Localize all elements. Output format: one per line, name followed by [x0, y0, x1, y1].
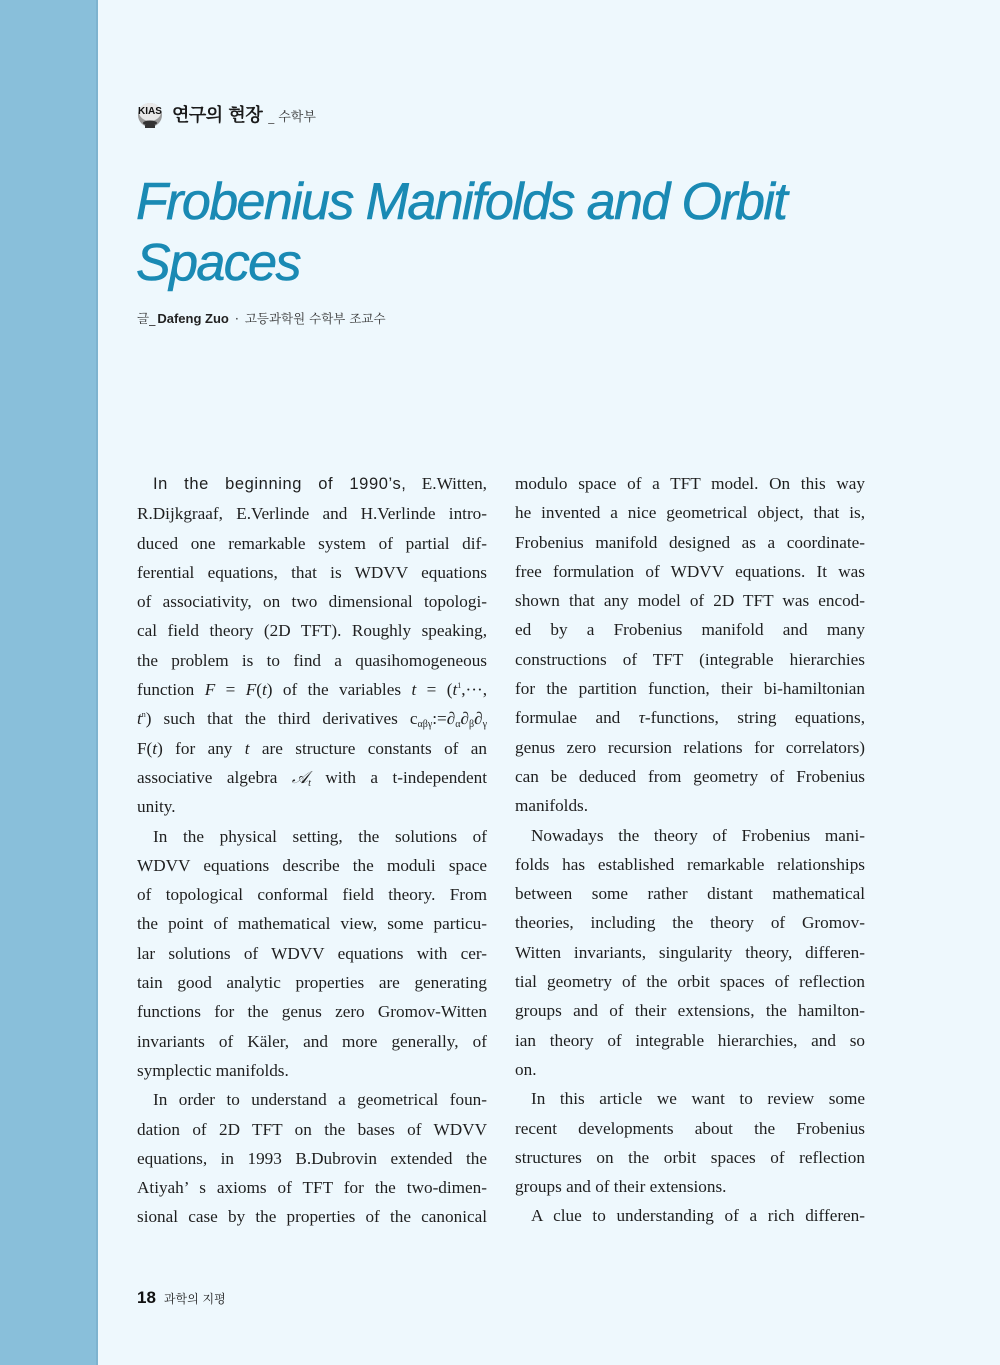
text-line: of topological conformal field theory. From [137, 885, 487, 905]
text-line: cal field theory (2D TFT). Roughly speaking, [137, 621, 487, 641]
text-line: dation of 2D TFT on the bases of WDVV [137, 1119, 487, 1139]
text-line: folds has established remarkable relationships [515, 854, 865, 874]
section-separator: _ [268, 110, 275, 124]
left-color-band [0, 0, 98, 1365]
paragraph-nowadays [515, 821, 865, 1085]
text-line: duced one remarkable system of partial dif- [137, 533, 487, 553]
section-title: 연구의 현장 [172, 105, 263, 126]
text-line: Nowadays the theory of Frobenius mani- [531, 825, 865, 845]
text-line: theories, including the theory of Gromov- [515, 913, 865, 933]
text-line: recent developments about the Frobenius [515, 1118, 865, 1138]
byline-prefix: 글_ [137, 311, 156, 326]
text-line: he invented a nice geometrical object, that is, [515, 503, 865, 523]
text-line: lar solutions of WDVV equations with cer- [137, 943, 487, 963]
text-line: In this article we want to review some [531, 1089, 865, 1109]
text-line: Frobenius manifold designed as a coordinate- [515, 532, 865, 552]
text-line: tain good analytic properties are generating [137, 973, 487, 993]
text-line: constructions of TFT (integrable hierarchies [515, 649, 865, 669]
text-line: the point of mathematical view, some particu- [137, 914, 487, 934]
title-line-2: Spaces [136, 234, 300, 292]
magazine-name: 과학의 지평 [163, 1292, 226, 1306]
paragraph-geometric-foundation [137, 1085, 487, 1231]
svg-text:KIAS: KIAS [138, 106, 162, 117]
text-line: In order to understand a geometrical foun- [153, 1090, 487, 1110]
text-column-left [137, 469, 487, 1232]
text-line-math: $t^n$) such that the third derivatives $c_{\alpha\beta\gamma}:=\partial_\alpha\partial_\beta\partial_\gamma$ [137, 709, 487, 731]
text-line: Atiyah’ s axioms of TFT for the two-dimen- [137, 1178, 487, 1198]
text-line: between some rather distant mathematical [515, 884, 865, 904]
text-line: groups and of their extensions. [515, 1177, 727, 1197]
author-name: Dafeng Zuo [157, 310, 229, 326]
text-line: modulo space of a TFT model. On this way [515, 474, 865, 493]
text-line: Witten invariants, singularity theory, differen- [515, 942, 865, 962]
page-footer [137, 1288, 226, 1308]
paragraph-physical-setting [137, 822, 487, 1086]
text-line: symplectic manifolds. [137, 1060, 289, 1080]
text-line: can be deduced from geometry of Frobenius [515, 766, 865, 786]
paragraph-continued [515, 469, 865, 821]
text-line: the problem is to find a quasihomogeneous [137, 650, 487, 670]
text-line: In the physical setting, the solutions of [153, 826, 487, 846]
section-header [136, 98, 316, 130]
text-line: structures on the orbit spaces of reflection [515, 1147, 865, 1167]
text-line: of associativity, on two dimensional topologi- [137, 592, 487, 612]
text-line: genus zero recursion relations for correlators) [515, 737, 865, 757]
article-title [136, 172, 876, 294]
text-line: manifolds. [515, 796, 589, 816]
text-line: In the beginning of 1990’s, E.Witten, [153, 474, 487, 493]
author-affiliation: 고등과학원 수학부 조교수 [244, 311, 386, 326]
text-line: equations, in 1993 B.Dubrovin extended the [137, 1148, 487, 1168]
text-line: groups and of their extensions, the hamilton- [515, 1001, 865, 1021]
text-column-right [515, 469, 865, 1231]
text-line: ferential equations, that is WDVV equations [137, 562, 487, 582]
byline [137, 309, 386, 327]
paragraph-clue [515, 1201, 865, 1230]
kias-logo-icon [136, 99, 164, 129]
text-line: ian theory of integrable hierarchies, and so [515, 1030, 865, 1050]
title-line-1: Frobenius Manifolds and Orbit [136, 173, 787, 231]
lead-in-text: In the beginning of 1990’s, [153, 475, 407, 493]
text-line: R.Dijkgraaf, E.Verlinde and H.Verlinde intro- [137, 504, 487, 524]
text-line-math: F(t) for any t are structure constants of an [137, 738, 487, 758]
paragraph-intro [137, 469, 487, 822]
page-number: 18 [137, 1288, 156, 1307]
byline-dot: · [234, 310, 239, 326]
text-line: A clue to understanding of a rich differen- [531, 1206, 865, 1226]
paragraph-review [515, 1084, 865, 1201]
text-line: shown that any model of 2D TFT was encod- [515, 591, 865, 611]
text-line-math: function F = F(t) of the variables $t = (t^1,\cdot\cdot\cdot$, [137, 680, 487, 700]
text-line: WDVV equations describe the moduli space [137, 855, 487, 875]
text-line-math: associative algebra 𝒜$_t$ with a t-independent [137, 767, 487, 789]
text-line: invariants of Käler, and more generally, of [137, 1031, 487, 1051]
text-line: on. [515, 1059, 537, 1079]
text-line: for the partition function, their bi-hamiltonian [515, 679, 865, 699]
text-line: functions for the genus zero Gromov-Witten [137, 1002, 487, 1022]
text-line: unity. [137, 797, 176, 817]
text-line: sional case by the properties of the canonical [137, 1207, 487, 1227]
section-subtitle: 수학부 [278, 109, 316, 125]
text-line-math: formulae and τ-functions, string equations, [515, 708, 866, 728]
text-line: ed by a Frobenius manifold and many [515, 620, 865, 640]
text-line: free formulation of WDVV equations. It was [515, 561, 865, 581]
text-line: tial geometry of the orbit spaces of reflection [515, 972, 865, 992]
